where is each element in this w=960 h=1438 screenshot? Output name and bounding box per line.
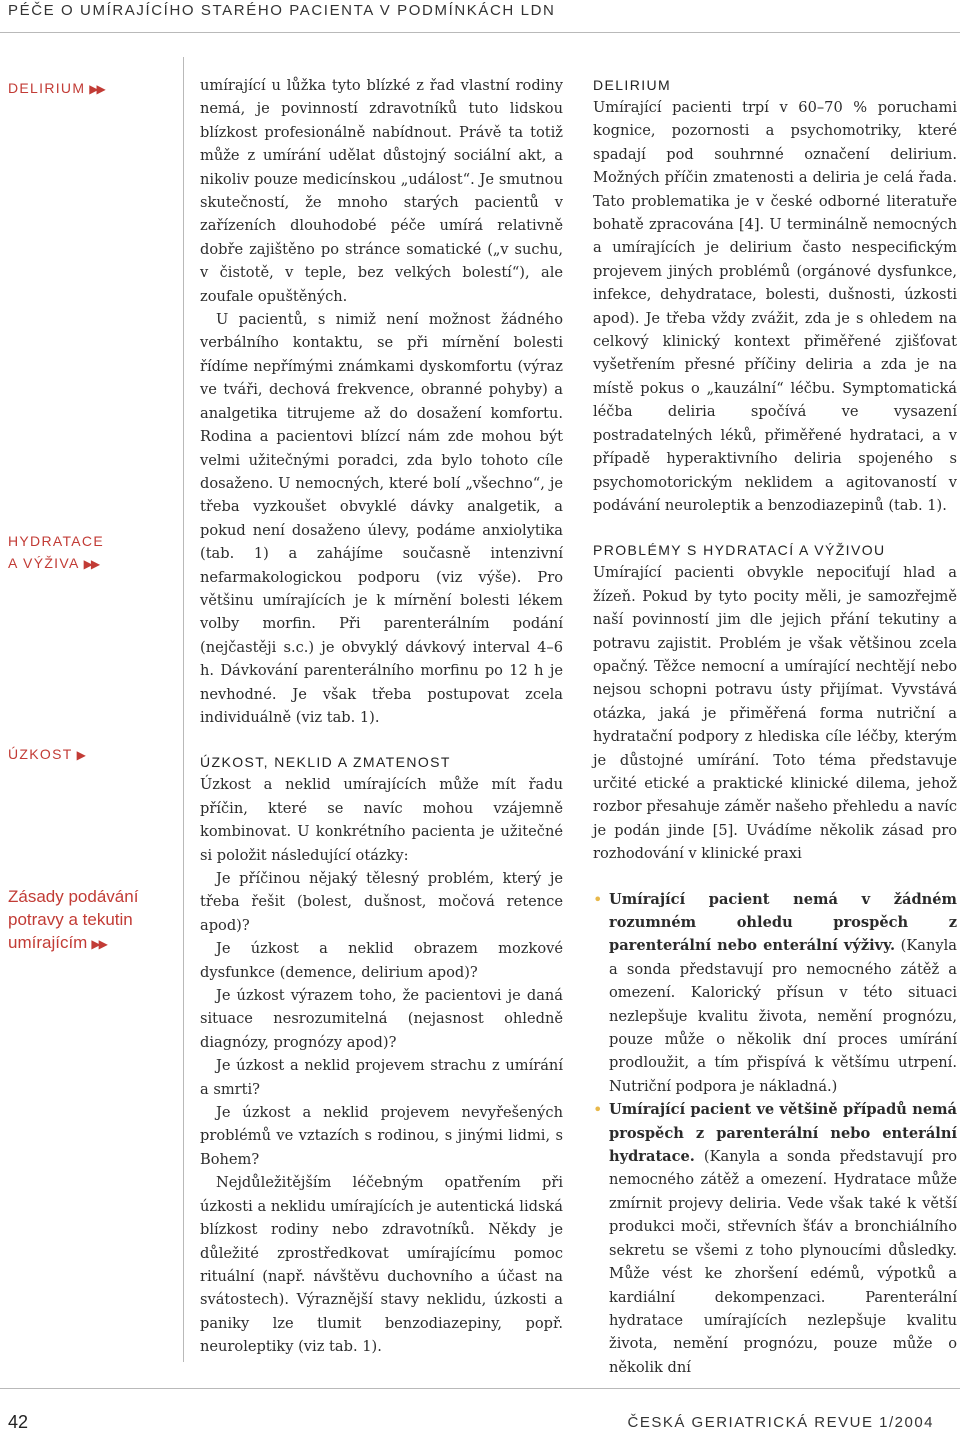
double-chevron-right-icon: ▶▶	[89, 82, 104, 96]
side-label-uzkost	[8, 743, 158, 765]
side-title-line3: umírajícím	[8, 933, 88, 952]
side-title-zasady	[8, 885, 158, 954]
double-chevron-right-icon: ▶▶	[83, 557, 99, 571]
column-divider	[183, 57, 184, 1362]
section-heading-delirium: DELIRIUM	[593, 77, 672, 93]
side-title-line2: potravy a tekutin	[8, 910, 133, 929]
paragraph: Úzkost a neklid umírajících může mít řadu příčin, které se navíc mohou vzájemně kombinovat. U konkrétního pacienta je užitečné si položit následující otázky:	[200, 776, 563, 864]
middle-column	[200, 74, 563, 1359]
footer-rule	[0, 1388, 960, 1389]
side-label-delirium	[8, 77, 158, 99]
journal-title: ČESKÁ GERIATRICKÁ REVUE 1/2004	[627, 1414, 934, 1431]
list-item-text: (Kanyla a sonda představují pro nemocného zátěž a omezení. Kalorický přísun v této situaci nezlepšuje kvalitu života, nemění prognózu, pouze může o několik dní proces umírání prodloužit, a tím přispívá k většímu utrpení. Nutriční podpora je nákladná.)	[609, 937, 957, 1095]
bullet-icon: •	[593, 889, 603, 909]
list-item-text: (Kanyla a sonda představují pro nemocného zátěž a omezení. Hydratace může zmírnit projevy deliria. Vede však také k větší produkci moči, střevních šťáv a bronchiálního sekretu se všemi z toho plynoucími důsledky. Může vést ke zhoršení edémů, výpotků a kardiální dekompenzaci. Parenterální hydratace umírajících nezlepšuje kvalitu života, nemění prognózu, pouze může o několik dní	[609, 1148, 957, 1376]
chevron-right-icon: ▶	[76, 748, 86, 762]
list-item-bold: Umírající pacient nemá v žádném rozumném ohledu prospěch z parenterální nebo enterální výživy.	[609, 890, 957, 955]
paragraph: umírající u lůžka tyto blízké z řad vlastní rodiny nemá, je povinností zdravotníků tuto lidskou blízkost profesionálně nabídnout. Právě ta totiž může z umírání udělat důstojný sociální akt, a nikoliv pouze medicínskou „událost“. Je smutnou skutečností, že mnoho starých pacientů v zařízeních dlouhodobé péče umírá relativně dobře zajištěno po stránce somatické („v suchu, v čistotě, v teple, bez velkých bolestí“), ale zoufale opuštěných.	[200, 77, 563, 305]
principles-list	[593, 888, 957, 1380]
section-heading-hydratace: PROBLÉMY S HYDRATACÍ A VÝŽIVOU	[593, 542, 886, 559]
section-heading-uzkost: ÚZKOST, NEKLID A ZMATENOST	[200, 754, 451, 771]
paragraph: Umírající pacienti obvykle nepociťují hlad a žízeň. Pokud by tyto pocity měli, je samozřejmě naší povinností jim dle jejich přání tekutiny a potravu zajistit. Problém je však většinou zcela opačný. Těžce nemocní a umírající nechtějí nebo nejsou schopni potravu ústy přijímat. Vyvstává otázka, jaká je přiměřená forma nutriční a hydratační podpory z hlediska cíle léčby, kterým je důstojné umírání. Toto téma představuje určité etické a praktické klinické dilema, jehož rozbor přesahuje záměr našeho přehledu a navíc je podán jinde [5]. Uvádíme několik zásad pro rozhodování v klinické praxi	[593, 564, 957, 863]
running-header: PÉČE O UMÍRAJÍCÍHO STARÉHO PACIENTA V PODMÍNKÁCH LDN	[8, 2, 556, 19]
right-column	[593, 74, 957, 1379]
side-label-uzkost-text: ÚZKOST	[8, 746, 73, 762]
side-label-hydratace-line2: A VÝŽIVA	[8, 555, 80, 571]
list-item-bold: Umírající pacient ve většině případů nemá prospěch z parenterální nebo enterální hydratace.	[609, 1101, 957, 1166]
double-chevron-right-icon: ▶▶	[91, 937, 106, 951]
side-label-delirium-text: DELIRIUM	[8, 80, 86, 96]
paragraph: Umírající pacienti trpí v 60–70 % poruchami kognice, pozornosti a psychomotriky, které spadají pod souhrnné označení delirium. Možných příčin zmatenosti a deliria je celá řada. Tato problematika je v české odborné literatuře bohatě zpracována [4]. U terminálně nemocných a umírajících je delirium často nespecifickým projevem jiných problémů (orgánové dysfunkce, infekce, dehydratace, bolesti, dušnosti, úzkosti apod). Je třeba vždy zvážit, zda je s ohledem na celkový klinický kontext přiměřené zjišťovat vyšetřením přesné příčiny deliria a zda je na místě pokus o „kauzální“ léčbu. Symptomatická léčba deliria spočívá ve vysazení postradatelných léků, přiměřené hydrataci, a v případě hyperaktivního deliria spojeného s psychomotorickým neklidem a agitovaností v podávání neuroleptik a benzodiazepinů (tab. 1).	[593, 99, 957, 514]
header-rule	[0, 32, 960, 33]
question: Je příčinou nějaký tělesný problém, který je třeba řešit (bolest, dušnost, močová retence apod)?	[200, 870, 563, 934]
question: Je úzkost výrazem toho, že pacientovi je daná situace nesrozumitelná (nejasnost ohledně diagnózy, prognózy apod)?	[200, 987, 563, 1051]
list-item	[593, 1098, 957, 1379]
list-item	[593, 888, 957, 1099]
page-number: 42	[8, 1412, 29, 1432]
question: Je úzkost a neklid projevem nevyřešených problémů ve vztazích s rodinou, s jinými lidmi, s Bohem?	[200, 1104, 563, 1168]
question: Je úzkost a neklid obrazem mozkové dysfunkce (demence, delirium apod)?	[200, 940, 563, 981]
paragraph: U pacientů, s nimiž není možnost žádného verbálního kontaktu, se při mírnění bolesti řídíme nepřímými známkami dyskomfortu (výraz ve tváři, dechová frekvence, obranné pohyby) a analgetika titrujeme až do dosažení komfortu. Rodina a pacientovi blízcí nám zde mohou být velmi užitečnými poradci, zda bylo tohoto cíle dosaženo. U nemocných, které bolí „všechno“, je třeba vyzkoušet obvyklé dávky analgetik, a pokud není dosaženo úlevy, podáme anxiolytika (tab. 1) a zahájíme současně intenzivní nefarmakologickou podporu (viz výše). Pro většinu umírajících je k mírnění bolesti lékem volby morfin. Při parenterálním podání (nejčastěji s.c.) je obvyklý dávkový interval 4–6 h. Dávkování parenterálního morfinu po 12 h je nevhodné. Je však třeba postupovat zcela individuálně (viz tab. 1).	[200, 311, 563, 726]
side-label-hydratace-line1: HYDRATACE	[8, 533, 104, 549]
side-title-line1: Zásady podávání	[8, 887, 139, 906]
question: Je úzkost a neklid projevem strachu z umírání a smrti?	[200, 1057, 563, 1098]
bullet-icon: •	[593, 1100, 603, 1120]
side-label-hydratace	[8, 530, 158, 574]
paragraph: Nejdůležitějším léčebným opatřením při úzkosti a neklidu umírajících je autentická lidská blízkost rodiny nebo zdravotníků. Někdy je důležité zprostředkovat umírajícímu pomoc rituální (např. návštěvu duchovního a účast na svátostech). Výraznější stavy neklidu, úzkosti a paniky lze tlumit benzodiazepiny, popř. neuroleptiky (viz tab. 1).	[200, 1174, 563, 1356]
